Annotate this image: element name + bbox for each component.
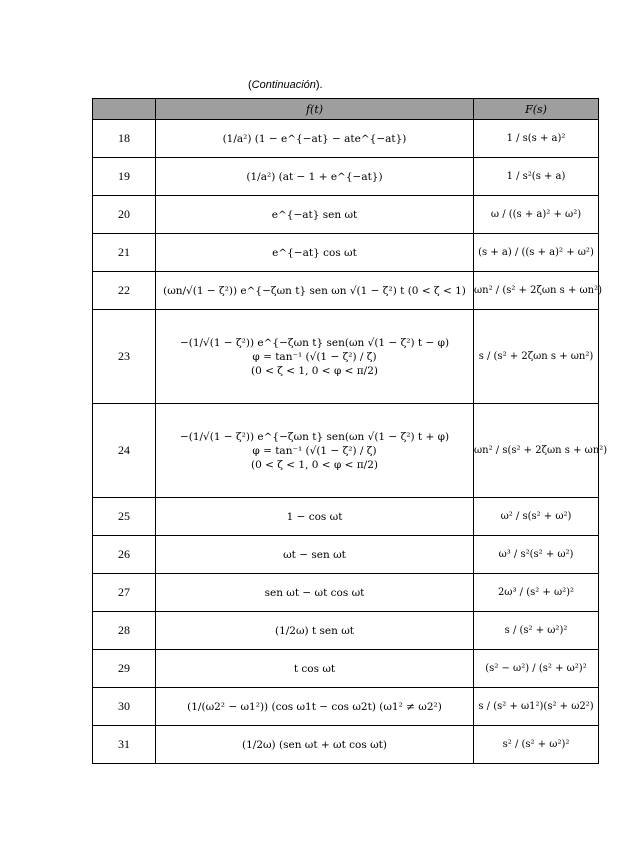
- time-function-line-3: (0 < ζ < 1, 0 < φ < π/2): [251, 364, 378, 377]
- table-row: [93, 196, 599, 234]
- header-f-of-t: f(t): [156, 99, 474, 120]
- time-function-multiline: [156, 404, 474, 498]
- table-row: [93, 688, 599, 726]
- table-row: [93, 404, 599, 498]
- time-function-line-1: −(1/√(1 − ζ²)) e^{−ζωn t} sen(ωn √(1 − ζ²) t + φ): [179, 430, 450, 443]
- header-number: [93, 99, 156, 120]
- table-header-row: [93, 99, 599, 120]
- table-row: [93, 120, 599, 158]
- row-number: 19: [93, 158, 156, 196]
- row-number: 23: [93, 310, 156, 404]
- time-function-line-3: (0 < ζ < 1, 0 < φ < π/2): [251, 458, 378, 471]
- time-function: e^{−at} cos ωt: [156, 234, 474, 272]
- table-row: [93, 234, 599, 272]
- caption-text: Continuación: [251, 79, 316, 91]
- time-function: (1/2ω) t sen ωt: [156, 612, 474, 650]
- laplace-transform: s / (s² + ω1²)(s² + ω2²): [474, 688, 599, 726]
- time-function: (ωn/√(1 − ζ²)) e^{−ζωn t} sen ωn √(1 − ζ²) t (0 < ζ < 1): [156, 272, 474, 310]
- time-function: 1 − cos ωt: [156, 498, 474, 536]
- laplace-transform: 1 / s(s + a)²: [474, 120, 599, 158]
- table-row: [93, 650, 599, 688]
- table-row: [93, 726, 599, 764]
- laplace-transform: s / (s² + 2ζωn s + ωn²): [474, 310, 599, 404]
- time-function: (1/a²) (at − 1 + e^{−at}): [156, 158, 474, 196]
- table-row: [93, 310, 599, 404]
- time-function: t cos ωt: [156, 650, 474, 688]
- laplace-transform: s² / (s² + ω²)²: [474, 726, 599, 764]
- laplace-transform: (s + a) / ((s + a)² + ω²): [474, 234, 599, 272]
- time-function-line-2: φ = tan⁻¹ (√(1 − ζ²) / ζ): [252, 350, 377, 363]
- laplace-transform: 2ω³ / (s² + ω²)²: [474, 574, 599, 612]
- row-number: 18: [93, 120, 156, 158]
- time-function-line-2: φ = tan⁻¹ (√(1 − ζ²) / ζ): [252, 444, 377, 457]
- laplace-transform: ω³ / s²(s² + ω²): [474, 536, 599, 574]
- time-function: sen ωt − ωt cos ωt: [156, 574, 474, 612]
- table-row: [93, 272, 599, 310]
- table-caption: (Continuación).: [248, 79, 323, 91]
- table-row: [93, 536, 599, 574]
- row-number: 26: [93, 536, 156, 574]
- time-function-line-1: −(1/√(1 − ζ²)) e^{−ζωn t} sen(ωn √(1 − ζ²) t − φ): [179, 336, 450, 349]
- row-number: 31: [93, 726, 156, 764]
- laplace-transform: ω / ((s + a)² + ω²): [474, 196, 599, 234]
- laplace-transform: s / (s² + ω²)²: [474, 612, 599, 650]
- table-row: [93, 612, 599, 650]
- time-function: (1/a²) (1 − e^{−at} − ate^{−at}): [156, 120, 474, 158]
- table-row: [93, 498, 599, 536]
- row-number: 28: [93, 612, 156, 650]
- laplace-transform: ω² / s(s² + ω²): [474, 498, 599, 536]
- header-F-of-s: F(s): [474, 99, 599, 120]
- time-function: e^{−at} sen ωt: [156, 196, 474, 234]
- laplace-transform: 1 / s²(s + a): [474, 158, 599, 196]
- row-number: 29: [93, 650, 156, 688]
- time-function: ωt − sen ωt: [156, 536, 474, 574]
- time-function-multiline: [156, 310, 474, 404]
- row-number: 30: [93, 688, 156, 726]
- table-row: [93, 574, 599, 612]
- row-number: 22: [93, 272, 156, 310]
- laplace-transform: (s² − ω²) / (s² + ω²)²: [474, 650, 599, 688]
- laplace-transform: ωn² / (s² + 2ζωn s + ωn²): [474, 272, 599, 310]
- table-row: [93, 158, 599, 196]
- row-number: 25: [93, 498, 156, 536]
- laplace-transform-table: [92, 98, 608, 764]
- row-number: 20: [93, 196, 156, 234]
- row-number: 21: [93, 234, 156, 272]
- time-function: (1/(ω2² − ω1²)) (cos ω1t − cos ω2t) (ω1² ≠ ω2²): [156, 688, 474, 726]
- row-number: 24: [93, 404, 156, 498]
- laplace-transform: ωn² / s(s² + 2ζωn s + ωn²): [474, 404, 599, 498]
- time-function: (1/2ω) (sen ωt + ωt cos ωt): [156, 726, 474, 764]
- row-number: 27: [93, 574, 156, 612]
